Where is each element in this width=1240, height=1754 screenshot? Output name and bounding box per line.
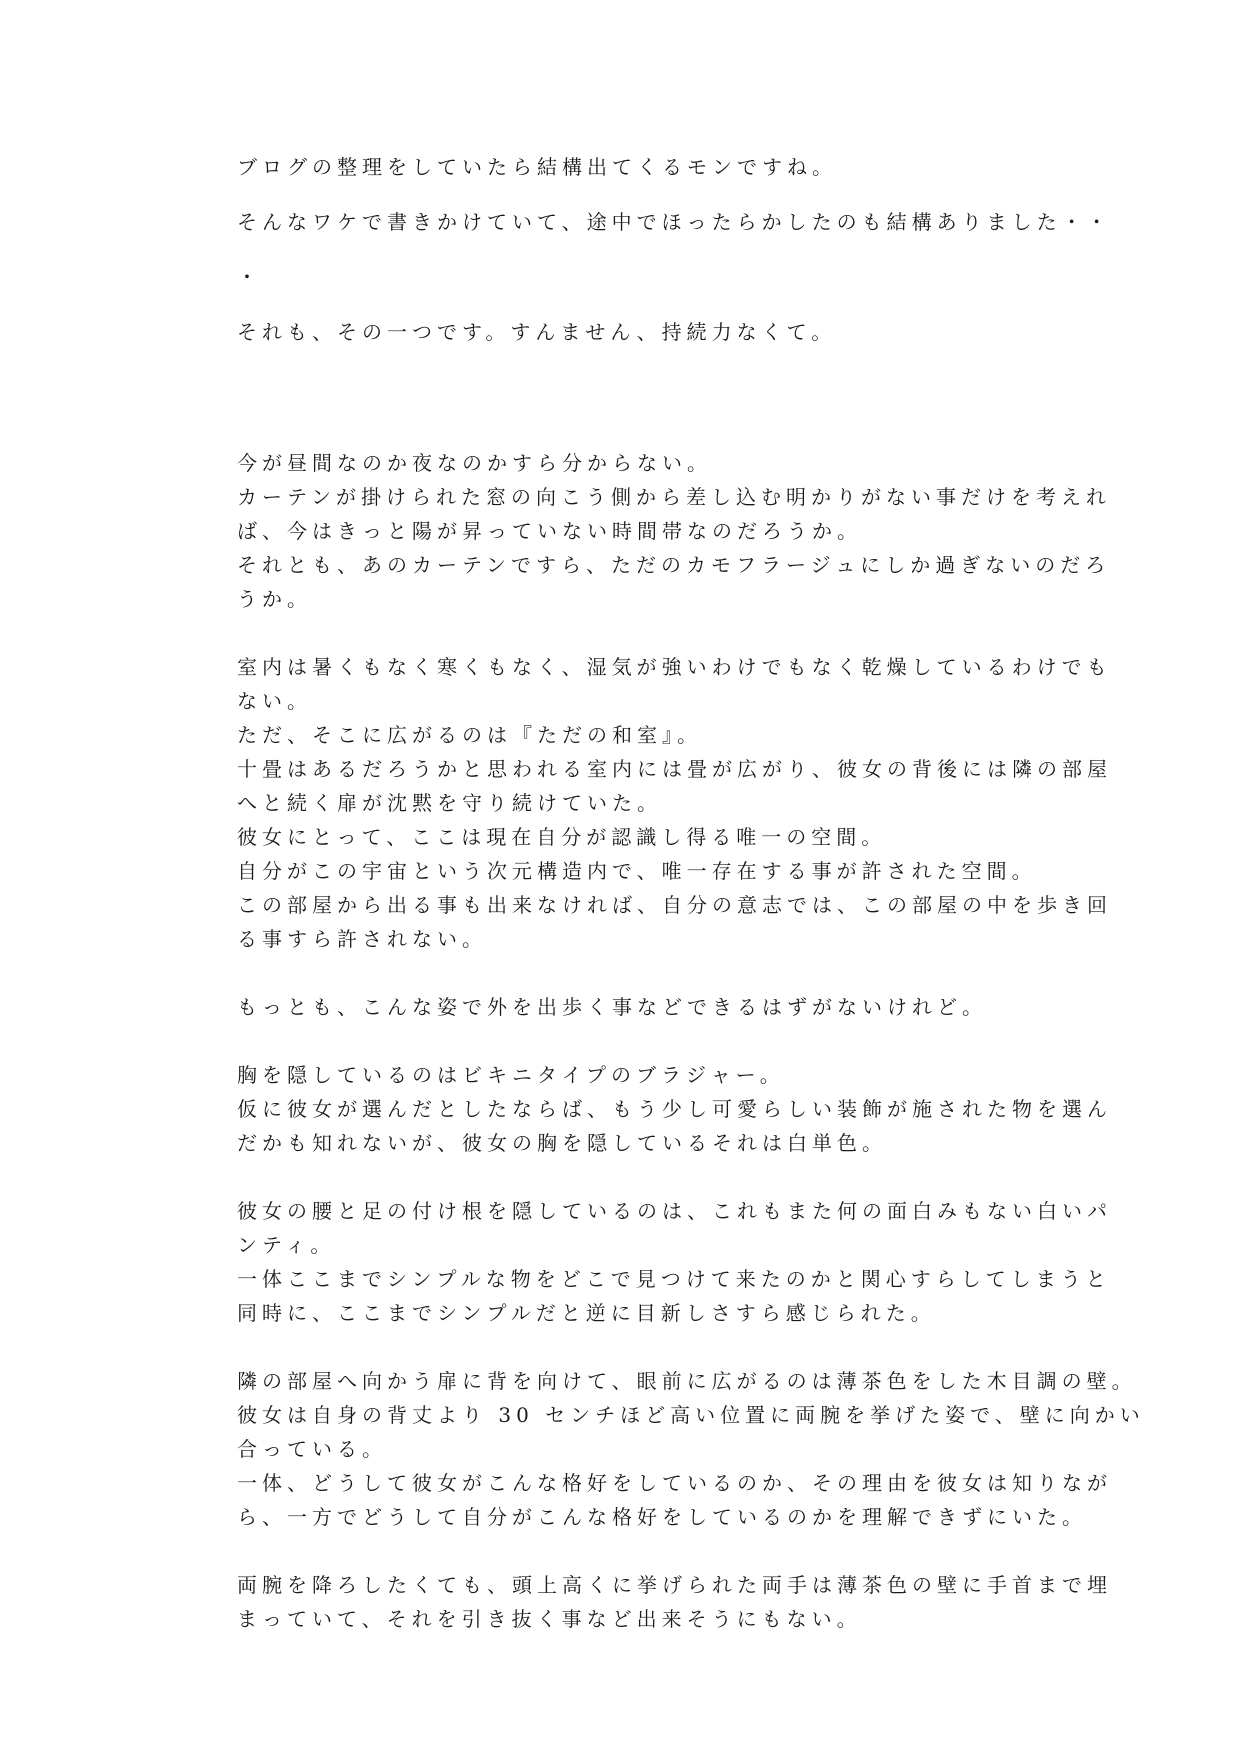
story-line: もっとも、こんな姿で外を出歩く事などできるはずがないけれど。 [237,995,987,1019]
story-paragraph [237,1568,1112,1636]
story-line: 彼女は自身の背丈より 30 センチほど高い位置に両腕を挙げた姿で、壁に向かい [237,1403,1145,1427]
story-line: まっていて、それを引き抜く事など出来そうにもない。 [237,1607,862,1631]
story-line: 室内は暑くもなく寒くもなく、湿気が強いわけでもなく乾燥しているわけでも [237,655,1112,679]
story-line: 十畳はあるだろうかと思われる室内には畳が広がり、彼女の背後には隣の部屋 [237,757,1112,781]
story-line: 隣の部屋へ向かう扉に背を向けて、眼前に広がるのは薄茶色をした木目調の壁。 [237,1369,1137,1393]
story-line: 合っている。 [237,1437,387,1461]
story-line: 自分がこの宇宙という次元構造内で、唯一存在する事が許された空間。 [237,859,1037,883]
story-line: この部屋から出る事も出来なければ、自分の意志では、この部屋の中を歩き回 [237,893,1112,917]
paragraph-gap [237,1024,1011,1058]
intro-line: ブログの整理をしていたら結構出てくるモンですね。 [237,155,837,179]
story-line: 今が昼間なのか夜なのかすら分からない。 [237,451,712,475]
intro-note [237,150,1112,370]
paragraph-gap [237,616,1011,650]
story-line: それとも、あのカーテンですら、ただのカモフラージュにしか過ぎないのだろ [237,553,1111,577]
story-line: 胸を隠しているのはビキニタイプのブラジャー。 [237,1063,785,1087]
intro-line: それも、その一つです。すんません、持続力なくて。 [237,320,837,344]
paragraph-gap [237,1330,1011,1364]
intro-line: そんなワケで書きかけていて、途中でほったらかしたのも結構ありました・・ [237,210,1112,234]
story-paragraph [237,650,1112,956]
story-paragraph [237,1194,1112,1330]
story-line: 一体、どうして彼女がこんな格好をしているのか、その理由を彼女は知りなが [237,1471,1112,1495]
paragraph-gap [237,1534,1011,1568]
story-paragraph [237,446,1111,616]
story-line: 両腕を降ろしたくても、頭上高くに挙げられた両手は薄茶色の壁に手首まで埋 [237,1573,1112,1597]
story-line: 一体ここまでシンプルな物をどこで見つけて来たのかと関心すらしてしまうと [237,1267,1111,1291]
story-line: ら、一方でどうして自分がこんな格好をしているのかを理解できずにいた。 [237,1505,1087,1529]
story-line: 同時に、ここまでシンプルだと逆に目新しさすら感じられた。 [237,1301,936,1325]
story-line: 彼女の腰と足の付け根を隠しているのは、これもまた何の面白みもない白いパ [237,1199,1112,1223]
paragraph-gap [237,956,1011,990]
story-line: ない。 [237,689,312,713]
story-paragraph [237,990,1011,1024]
story-line: ば、今はきっと陽が昇っていない時間帯なのだろうか。 [237,519,862,543]
story-line: へと続く扉が沈黙を守り続けていた。 [237,791,662,815]
story-line: る事すら許されない。 [237,927,487,951]
story-line: 仮に彼女が選んだとしたならば、もう少し可愛らしい装飾が施された物を選ん [237,1097,1112,1121]
story-paragraph [237,1058,1112,1160]
paragraph-gap [237,1160,1011,1194]
story-line: 彼女にとって、ここは現在自分が認識し得る唯一の空間。 [237,825,887,849]
story-line: ンティ。 [237,1233,336,1257]
story-paragraph [237,1364,1145,1534]
story-line: ただ、そこに広がるのは『ただの和室』。 [237,723,702,747]
story-line: だかも知れないが、彼女の胸を隠しているそれは白単色。 [237,1131,887,1155]
story-line: カーテンが掛けられた窓の向こう側から差し込む明かりがない事だけを考えれ [237,485,1111,509]
story-body [237,446,1145,1636]
story-line: うか。 [237,587,312,611]
intro-line: ・ [237,265,262,289]
